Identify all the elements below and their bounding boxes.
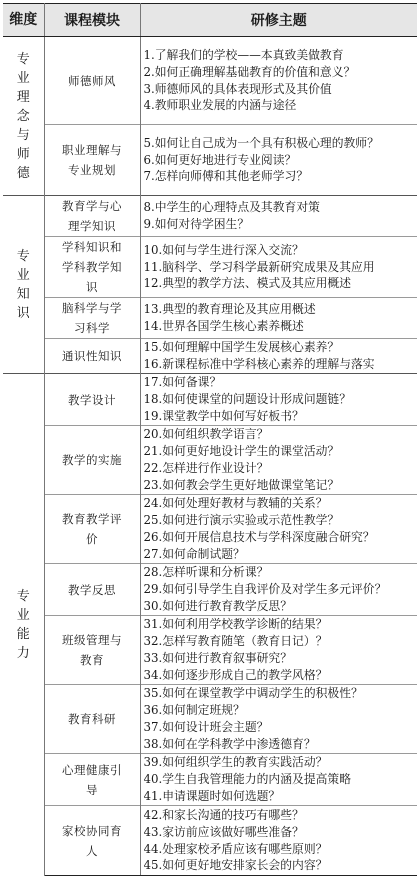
topic-cell — [140, 754, 417, 806]
topic-item: 41.申请课题时如何选题？ — [143, 788, 281, 803]
dimension-cell — [3, 196, 44, 374]
topic-item: 10.如何与学生进行深入交流？ — [143, 242, 304, 257]
topic-item: 7.怎样向师傅和其他老师学习？ — [143, 169, 309, 184]
topic-item: 37.如何设计班会主题？ — [143, 720, 269, 734]
module-cell — [44, 495, 140, 564]
topic-item: 12.典型的教学方法、模式及其应用概述 — [143, 276, 352, 291]
table-row — [3, 426, 417, 495]
topic-item: 33.如何进行教育叙事研究？ — [143, 651, 293, 665]
topic-cell — [140, 374, 417, 426]
table-row — [3, 37, 417, 125]
topic-item: 11.脑科学、学习科学最新研究成果及其应用 — [143, 259, 375, 274]
topic-item: 45.如何更好地安排家长会的内容？ — [143, 858, 328, 873]
topic-cell — [140, 298, 417, 339]
topic-item: 43.家访前应该做好哪些准备？ — [143, 824, 304, 839]
module-cell — [44, 426, 140, 495]
topic-item: 15.如何理解中国学生发展核心素养？ — [143, 340, 340, 355]
module-cell — [44, 806, 140, 876]
module-cell — [44, 616, 140, 685]
topic-item: 38.如何在学科教学中渗透德育？ — [143, 736, 316, 751]
module-label: 师德师风 — [68, 73, 116, 88]
dimension-cell — [3, 374, 44, 876]
topic-cell — [140, 125, 417, 196]
topic-item: 8.中学生的心理特点及其教育对策 — [143, 200, 320, 215]
dimension-label: 专业能力 — [16, 588, 30, 661]
module-label: 教学的实施 — [62, 453, 122, 467]
topic-item: 6.如何更好地进行专业阅读？ — [143, 152, 297, 167]
table-row — [3, 564, 417, 616]
module-label: 教育学与心理学知识 — [62, 199, 122, 233]
topic-item: 42.和家长沟通的技巧有哪些？ — [143, 807, 304, 822]
dimension-label: 专业知识 — [16, 248, 30, 321]
module-label: 教学反思 — [68, 582, 116, 597]
topic-item: 18.如何使课堂的问题设计形成问题链？ — [143, 392, 352, 407]
topic-item: 9.如何对待学困生？ — [143, 217, 250, 231]
module-label: 通识性知识 — [62, 349, 122, 363]
topic-item: 24.如何处理好教材与教辅的关系？ — [143, 496, 328, 511]
header-dimension — [3, 4, 44, 37]
topic-item: 22.怎样进行作业设计？ — [143, 461, 269, 475]
topic-item: 26.如何开展信息技术与学科深度融合研究？ — [143, 530, 375, 544]
table-row — [3, 237, 417, 298]
topic-item: 32.怎样写教育随笔（教育日记）？ — [143, 634, 328, 649]
topic-item: 35.如何在课堂教学中调动学生的积极性？ — [143, 686, 363, 701]
table-body — [3, 37, 417, 876]
module-cell — [44, 339, 140, 374]
training-topics-table — [3, 3, 417, 876]
topic-item: 20.如何组织教学语言？ — [143, 427, 269, 442]
module-cell — [44, 564, 140, 616]
table-header-row — [3, 4, 417, 37]
module-label: 班级管理与教育 — [62, 633, 122, 667]
topic-item: 30.如何进行教育教学反思？ — [143, 598, 293, 613]
topic-item: 19.课堂教学中如何写好板书？ — [143, 408, 304, 423]
module-label: 教育教学评价 — [62, 512, 122, 546]
topic-cell — [140, 196, 417, 237]
table-row — [3, 339, 417, 374]
module-cell — [44, 374, 140, 426]
topic-cell — [140, 339, 417, 374]
module-cell — [44, 125, 140, 196]
topic-item: 23.如何教会学生更好地做课堂笔记？ — [143, 477, 340, 492]
topic-cell — [140, 806, 417, 876]
table-row — [3, 806, 417, 876]
table-row — [3, 374, 417, 426]
topic-item: 17.如何备课？ — [143, 375, 222, 390]
module-label: 脑科学与学习科学 — [62, 301, 122, 335]
table-row — [3, 754, 417, 806]
topic-cell — [140, 685, 417, 754]
topic-item: 31.如何利用学校教学诊断的结果？ — [143, 617, 328, 632]
table-row — [3, 685, 417, 754]
table-row — [3, 196, 417, 237]
topic-item: 16.新课程标准中学科核心素养的理解与落实 — [143, 357, 375, 371]
topic-item: 14.世界各国学生核心素养概述 — [143, 319, 304, 333]
topic-item: 2.如何正确理解基础教育的价值和意义？ — [143, 64, 356, 79]
header-topic: 研修主题 — [140, 4, 417, 37]
topic-item: 40.学生自我管理能力的内涵及提高策略 — [143, 772, 352, 787]
module-label: 学科知识和学科教学知识 — [62, 240, 122, 294]
module-label: 教学设计 — [68, 392, 116, 407]
module-cell — [44, 196, 140, 237]
header-module: 课程模块 — [44, 4, 140, 37]
topic-item: 29.如何引导学生自我评价及对学生多元评价？ — [143, 582, 387, 597]
topic-item: 27.如何命制试题？ — [143, 546, 245, 561]
topic-item: 13.典型的教育理论及其应用概述 — [143, 302, 316, 317]
table-row — [3, 125, 417, 196]
topic-item: 44.处理家校矛盾应该有哪些原则？ — [143, 841, 328, 856]
header-dimension-text: 维度 — [9, 11, 38, 28]
topic-cell — [140, 37, 417, 125]
dimension-label: 专业理念与师德 — [16, 51, 30, 181]
topic-item: 28.怎样听课和分析课？ — [143, 565, 269, 580]
topic-cell — [140, 564, 417, 616]
module-label: 心理健康引导 — [62, 762, 122, 797]
module-cell — [44, 237, 140, 298]
topic-item: 5.如何让自己成为一个具有积极心理的教师？ — [143, 135, 379, 150]
topic-item: 34.如何逐步形成自己的教学风格？ — [143, 667, 328, 682]
dimension-cell — [3, 37, 44, 196]
module-label: 教育科研 — [68, 712, 116, 726]
topic-item: 36.如何制定班规？ — [143, 703, 245, 718]
module-label: 职业理解与专业规划 — [62, 143, 122, 177]
module-cell — [44, 298, 140, 339]
table-row — [3, 298, 417, 339]
topic-cell — [140, 616, 417, 685]
topic-item: 21.如何更好地设计学生的课堂活动？ — [143, 444, 340, 459]
topic-cell — [140, 237, 417, 298]
topic-item: 25.如何进行演示实验或示范性教学？ — [143, 513, 340, 528]
module-label: 家校协同育人 — [62, 823, 122, 858]
table-row — [3, 495, 417, 564]
module-cell — [44, 685, 140, 754]
table-row — [3, 616, 417, 685]
topic-item: 1.了解我们的学校——本真致美做教育 — [143, 47, 344, 62]
module-cell — [44, 754, 140, 806]
topic-item: 39.如何组织学生的教育实践活动？ — [143, 755, 328, 770]
topic-item: 3.师德师风的具体表现形式及其价值 — [143, 81, 332, 96]
topic-cell — [140, 426, 417, 495]
curriculum-table — [3, 3, 417, 873]
module-cell — [44, 37, 140, 125]
topic-item: 4.教师职业发展的内涵与途径 — [143, 98, 297, 113]
topic-cell — [140, 495, 417, 564]
